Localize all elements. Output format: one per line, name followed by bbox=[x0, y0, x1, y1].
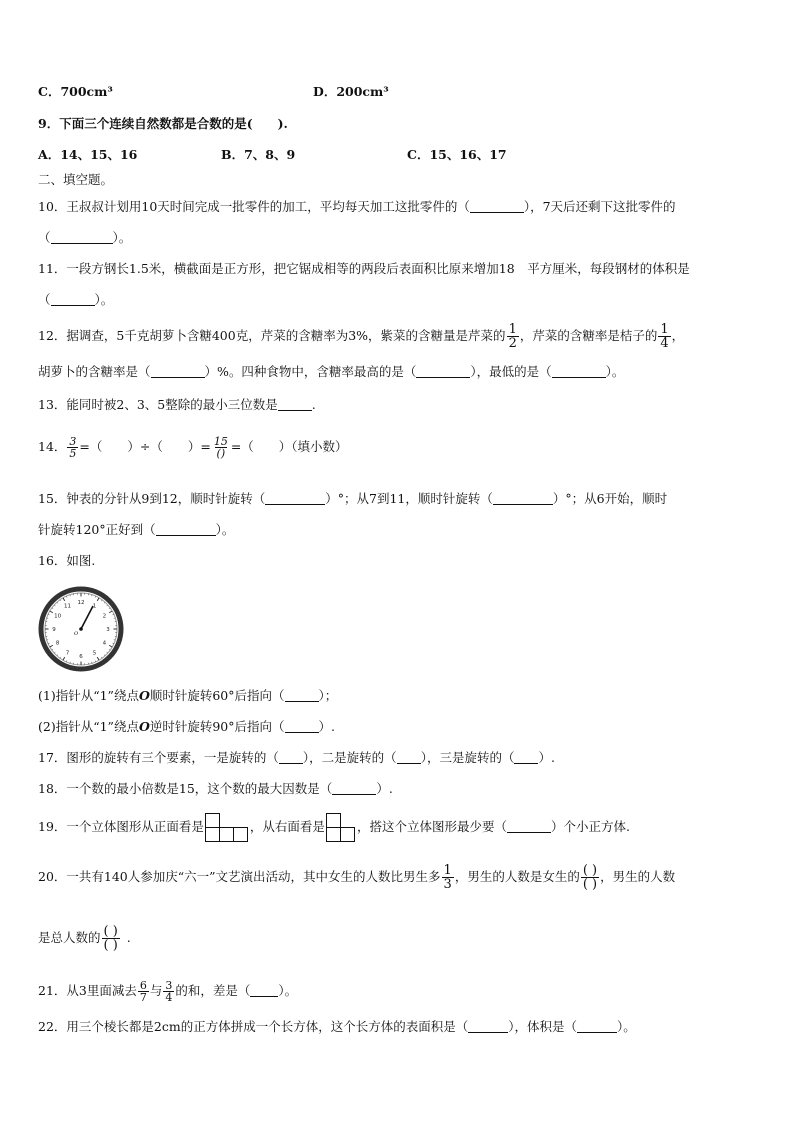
q13-line bbox=[38, 397, 316, 413]
q11-line1: 11．一段方钢长1.5米，横截面是正方形，把它锯成相等的两段后表面积比原来增加18 平方厘米，每段钢材的体积是 bbox=[38, 261, 690, 276]
q14-text-mid: =（ ）÷（ ）= bbox=[79, 439, 211, 454]
q22-line bbox=[38, 1019, 636, 1035]
q19-text-c: ，搭这个立体图形最少要（ bbox=[356, 819, 507, 834]
clock-figure bbox=[38, 586, 124, 672]
q17-text-a: 17．图形的旋转有三个要素，一是旋转的（ bbox=[38, 750, 279, 765]
q20-text-d: 是总人数的 bbox=[38, 930, 101, 945]
q16-title: 16．如图. bbox=[38, 553, 96, 568]
q13-text: 13．能同时被2、3、5整除的最小三位数是 bbox=[38, 397, 278, 412]
q11-blank[interactable] bbox=[51, 293, 95, 306]
clock-center-label: O bbox=[74, 631, 79, 637]
q16-sub2 bbox=[38, 719, 335, 735]
q21-frac2-num: 3 bbox=[165, 979, 173, 992]
q12-text-c: ， bbox=[671, 328, 685, 343]
q16-sub1-b: 顺时针旋转60°后指向（ bbox=[149, 688, 285, 703]
q20-ans1-num: ( ) bbox=[582, 863, 598, 878]
q22-text-c: ）。 bbox=[616, 1019, 636, 1034]
q10-line2 bbox=[38, 230, 131, 246]
q11-line2 bbox=[38, 292, 113, 308]
q21-text-mid: 与 bbox=[149, 983, 163, 998]
q12-text-f: ），最低的是（ bbox=[470, 364, 552, 379]
q22-text-a: 22．用三个棱长都是2cm的正方体拼成一个长方体，这个长方体的表面积是（ bbox=[38, 1019, 469, 1034]
q20-frac-num: 1 bbox=[443, 863, 452, 878]
q10-blank-2[interactable] bbox=[51, 231, 113, 244]
q16-sub1-o: O bbox=[138, 688, 150, 703]
q9-question: 9．下面三个连续自然数都是合数的是( ). bbox=[38, 116, 288, 131]
q11-text-b: ）。 bbox=[94, 292, 114, 307]
clock-number: 4 bbox=[102, 640, 107, 647]
q16-sub1-a: (1)指针从“1”绕点 bbox=[38, 688, 139, 703]
clock-number: 3 bbox=[106, 627, 110, 633]
q18-text-b: ）. bbox=[376, 781, 393, 796]
q15-text-d: 针旋转120°正好到（ bbox=[38, 522, 156, 537]
q13-end: . bbox=[311, 397, 316, 412]
q10-text-d: ）。 bbox=[112, 230, 132, 245]
q12-frac1-den: 2 bbox=[508, 336, 517, 351]
q14-fraction-3-5 bbox=[67, 436, 78, 459]
q21-text-a: 21．从3里面减去 bbox=[38, 983, 137, 998]
q15-blank-3[interactable] bbox=[156, 523, 216, 536]
clock-number: 11 bbox=[64, 603, 71, 610]
q20-ans2-num: ( ) bbox=[103, 924, 118, 939]
q14-frac2-den: () bbox=[216, 447, 226, 460]
q12-text-d: 胡萝卜的含糖率是（ bbox=[38, 364, 151, 379]
q16-sub2-o: O bbox=[138, 719, 150, 734]
q22-blank-2[interactable] bbox=[577, 1020, 617, 1033]
q20-line2 bbox=[38, 916, 131, 960]
q19-blank[interactable] bbox=[507, 820, 551, 833]
q14-line bbox=[38, 430, 348, 464]
q16-sub1 bbox=[38, 688, 337, 704]
q14-fraction-15 bbox=[212, 436, 230, 459]
q12-fraction-half bbox=[507, 323, 519, 350]
clock-number: 8 bbox=[55, 640, 60, 647]
q10-line1 bbox=[38, 199, 676, 215]
q15-text-b: ）°；从7到11，顺时针旋转（ bbox=[325, 491, 493, 506]
q20-text-a: 20．一共有140人参加庆“六一”文艺演出活动，其中女生的人数比男生多 bbox=[38, 869, 441, 884]
q20-answer-fraction-2[interactable] bbox=[102, 925, 120, 952]
q8-option-d: D．200cm³ bbox=[313, 84, 389, 99]
q17-text-b: ），二是旋转的（ bbox=[302, 750, 397, 765]
q16-sub1-c: ）； bbox=[318, 688, 338, 703]
q17-blank-3[interactable] bbox=[514, 751, 538, 764]
q9-option-a: A．14、15、16 bbox=[38, 147, 138, 162]
q21-frac2-den: 4 bbox=[165, 991, 173, 1004]
q9-option-c: C．15、16、17 bbox=[407, 147, 507, 162]
q21-fraction-6-7 bbox=[138, 980, 149, 1003]
q12-blank-3[interactable] bbox=[552, 365, 606, 378]
q10-text-c: （ bbox=[38, 230, 51, 245]
q16-sub2-b: 逆时针旋转90°后指向（ bbox=[149, 719, 285, 734]
q20-text-b: ，男生的人数是女生的 bbox=[454, 869, 580, 884]
section-title: 二、填空题。 bbox=[38, 172, 114, 187]
front-view-figure bbox=[206, 814, 248, 842]
q20-frac-den: 3 bbox=[443, 877, 452, 892]
q11-text-a: （ bbox=[38, 292, 51, 307]
clock-number: 10 bbox=[54, 613, 62, 620]
q10-blank-1[interactable] bbox=[470, 200, 524, 213]
q16-sub2-c: ）. bbox=[318, 719, 335, 734]
q14-text-end: =（ ）（填小数） bbox=[230, 439, 348, 454]
q21-text-b: 的和，差是（ bbox=[175, 983, 251, 998]
clock-center-dot bbox=[79, 627, 83, 631]
clock-number: 12 bbox=[77, 600, 85, 606]
q10-text-a: 10．王叔叔计划用10天时间完成一批零件的加工，平均每天加工这批零件的（ bbox=[38, 199, 470, 214]
q15-text-a: 15．钟表的分针从9到12，顺时针旋转（ bbox=[38, 491, 266, 506]
clock-number: 1 bbox=[92, 603, 97, 610]
q18-blank[interactable] bbox=[332, 782, 376, 795]
q20-answer-fraction-1[interactable] bbox=[581, 864, 599, 891]
q14-frac2-num: 15 bbox=[213, 435, 228, 448]
q12-frac1-num: 1 bbox=[508, 322, 517, 337]
q22-blank-1[interactable] bbox=[468, 1020, 508, 1033]
clock-number: 2 bbox=[102, 613, 107, 620]
q15-line1 bbox=[38, 491, 667, 507]
q12-fraction-quarter bbox=[658, 323, 670, 350]
q12-blank-2[interactable] bbox=[416, 365, 470, 378]
clock-number: 5 bbox=[92, 650, 97, 657]
q22-text-b: ），体积是（ bbox=[508, 1019, 577, 1034]
right-view-figure bbox=[327, 814, 355, 842]
q19-text-d: ）个小正方体. bbox=[550, 819, 630, 834]
q12-blank-1[interactable] bbox=[151, 365, 205, 378]
q16-blank-2[interactable] bbox=[285, 720, 319, 733]
q15-blank-1[interactable] bbox=[265, 492, 325, 505]
q12-text-e: ）%。四种食物中，含糖率最高的是（ bbox=[204, 364, 417, 379]
clock-number: 7 bbox=[65, 650, 70, 657]
q12-text-b: ，芹菜的含糖率是桔子的 bbox=[519, 328, 658, 343]
q20-line1 bbox=[38, 855, 675, 899]
q13-blank[interactable] bbox=[278, 398, 312, 411]
q15-line2 bbox=[38, 522, 234, 538]
q14-number: 14． bbox=[38, 439, 67, 454]
q12-line2 bbox=[38, 364, 624, 380]
q9-option-b: B．7、8、9 bbox=[221, 147, 296, 162]
q21-blank[interactable] bbox=[250, 984, 278, 997]
q17-blank-2[interactable] bbox=[397, 751, 421, 764]
q20-text-c: ，男生的人数 bbox=[600, 869, 676, 884]
q15-blank-2[interactable] bbox=[493, 492, 553, 505]
q12-text-a: 12．据调查，5千克胡萝卜含糖400克，芹菜的含糖率为3%，紫菜的含糖量是芹菜的 bbox=[38, 328, 506, 343]
q19-text-b: ，从右面看是 bbox=[249, 819, 325, 834]
q21-frac1-den: 7 bbox=[139, 991, 147, 1004]
q18-line bbox=[38, 781, 393, 797]
q18-text-a: 18．一个数的最小倍数是15，这个数的最大因数是（ bbox=[38, 781, 333, 796]
q12-frac2-den: 4 bbox=[660, 336, 669, 351]
q21-frac1-num: 6 bbox=[139, 979, 147, 992]
q16-blank-1[interactable] bbox=[285, 689, 319, 702]
q15-text-c: ）°；从6开始，顺时 bbox=[552, 491, 668, 506]
q21-text-c: ）。 bbox=[278, 983, 298, 998]
q12-frac2-num: 1 bbox=[660, 322, 669, 337]
q16-sub2-a: (2)指针从“1”绕点 bbox=[38, 719, 139, 734]
q21-line bbox=[38, 974, 297, 1008]
q17-text-d: ）. bbox=[538, 750, 555, 765]
q10-text-b: ），7天后还剩下这批零件的 bbox=[523, 199, 676, 214]
q20-end: . bbox=[126, 930, 131, 945]
q21-fraction-3-4 bbox=[163, 980, 174, 1003]
clock-number: 6 bbox=[79, 654, 83, 660]
q12-line1 bbox=[38, 319, 684, 353]
q17-text-c: ），三是旋转的（ bbox=[420, 750, 515, 765]
q15-text-e: ）。 bbox=[215, 522, 235, 537]
q8-option-c: C．700cm³ bbox=[38, 84, 113, 99]
q14-frac1-den: 5 bbox=[69, 447, 77, 460]
clock-number: 9 bbox=[52, 627, 56, 633]
q17-blank-1[interactable] bbox=[279, 751, 303, 764]
q17-line bbox=[38, 750, 555, 766]
q20-fraction-third bbox=[442, 864, 454, 891]
q19-line bbox=[38, 812, 630, 842]
q20-ans1-den: ( ) bbox=[582, 877, 598, 892]
q14-frac1-num: 3 bbox=[69, 435, 77, 448]
q12-text-g: ）。 bbox=[605, 364, 625, 379]
q19-text-a: 19．一个立体图形从正面看是 bbox=[38, 819, 204, 834]
q20-ans2-den: ( ) bbox=[103, 938, 118, 953]
